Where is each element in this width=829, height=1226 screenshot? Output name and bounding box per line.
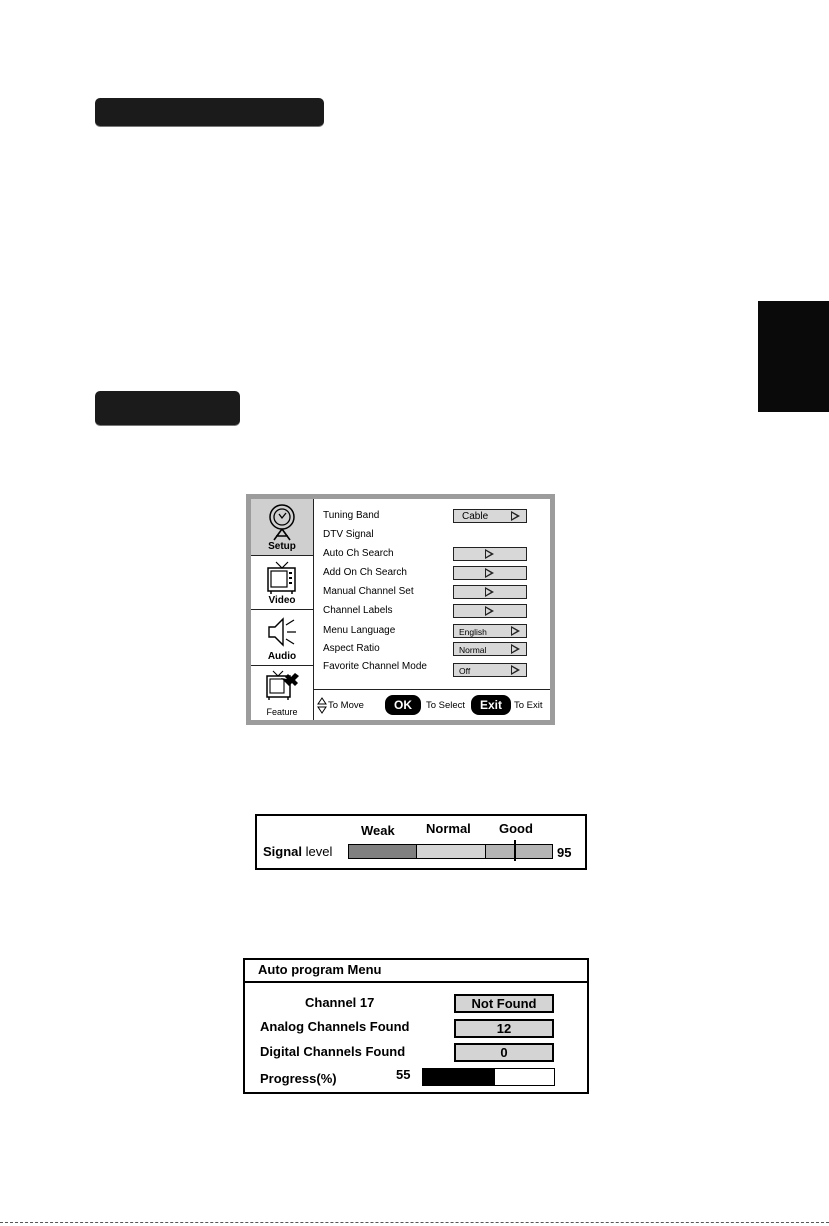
menu-item-label: Menu Language xyxy=(323,625,396,636)
tab-audio-label: Audio xyxy=(267,651,297,662)
menu-tab-column xyxy=(251,499,314,720)
signal-level-meter xyxy=(348,844,553,859)
arrow-right-icon xyxy=(485,568,494,578)
exit-key[interactable]: Exit xyxy=(471,695,511,715)
setup-menu-footer xyxy=(313,689,550,721)
channel-status-box: Not Found xyxy=(454,994,554,1013)
tab-feature[interactable] xyxy=(251,666,313,720)
menu-item-label: Add On Ch Search xyxy=(323,567,407,578)
arrow-right-icon xyxy=(485,606,494,616)
signal-mark-normal: Normal xyxy=(426,821,471,836)
auto-program-title-bar xyxy=(245,960,587,983)
auto-program-menu xyxy=(243,958,589,1094)
manual-channel-set-button[interactable] xyxy=(453,585,527,599)
ok-key[interactable]: OK xyxy=(385,695,421,715)
speaker-icon xyxy=(265,614,299,650)
tab-setup[interactable] xyxy=(251,499,313,556)
arrow-right-icon xyxy=(511,511,520,521)
favorite-channel-mode-selector[interactable] xyxy=(453,663,527,677)
menu-item-manual-channel-set[interactable] xyxy=(313,583,550,602)
favorite-channel-mode-value: Off xyxy=(459,666,471,676)
exit-hint: To Exit xyxy=(514,700,543,711)
signal-mark-good: Good xyxy=(499,821,533,836)
section-header-bar-1 xyxy=(95,98,324,126)
tv-icon xyxy=(265,560,299,596)
menu-language-selector[interactable] xyxy=(453,624,527,638)
menu-item-label: Tuning Band xyxy=(323,510,380,521)
menu-item-label: Aspect Ratio xyxy=(323,643,380,654)
digital-channels-label: Digital Channels Found xyxy=(260,1044,406,1059)
channel-label: Channel 17 xyxy=(305,995,375,1010)
signal-level-needle xyxy=(514,840,516,861)
arrow-right-icon xyxy=(511,644,520,654)
chapter-side-tab xyxy=(758,301,829,412)
arrow-right-icon xyxy=(485,549,494,559)
section-header-bar-2 xyxy=(95,391,240,425)
menu-item-tuning-band[interactable] xyxy=(313,507,550,526)
satellite-dish-icon xyxy=(265,503,299,541)
arrow-right-icon xyxy=(485,587,494,597)
progress-bar-fill xyxy=(423,1069,495,1085)
tab-video-label: Video xyxy=(268,595,296,606)
menu-item-favorite-channel-mode[interactable] xyxy=(313,658,550,677)
aspect-ratio-selector[interactable] xyxy=(453,642,527,656)
tuning-band-value: Cable xyxy=(462,511,489,522)
move-hint: To Move xyxy=(328,700,364,711)
analog-channels-label: Analog Channels Found xyxy=(260,1019,410,1034)
add-on-ch-search-button[interactable] xyxy=(453,566,527,580)
menu-item-label: Favorite Channel Mode xyxy=(323,661,427,672)
signal-label-bold: Signal xyxy=(263,844,303,859)
setup-menu-items xyxy=(313,499,550,689)
menu-item-label: Auto Ch Search xyxy=(323,548,394,559)
menu-item-aspect-ratio[interactable] xyxy=(313,640,550,659)
progress-bar xyxy=(422,1068,555,1086)
select-hint: To Select xyxy=(426,700,466,711)
menu-item-auto-ch-search[interactable] xyxy=(313,545,550,564)
menu-item-menu-language[interactable] xyxy=(313,622,550,641)
digital-channels-value: 0 xyxy=(454,1043,554,1062)
tuning-band-selector[interactable] xyxy=(453,509,527,523)
auto-ch-search-button[interactable] xyxy=(453,547,527,561)
signal-segment-normal xyxy=(417,845,486,858)
progress-label: Progress(%) xyxy=(260,1071,337,1086)
analog-channels-value: 12 xyxy=(454,1019,554,1038)
signal-level-label xyxy=(263,844,332,859)
tab-feature-label: Feature xyxy=(266,707,298,717)
channel-labels-button[interactable] xyxy=(453,604,527,618)
menu-language-value: English xyxy=(459,627,487,637)
signal-level-value: 95 xyxy=(557,845,572,860)
progress-value: 55 xyxy=(396,1067,411,1082)
up-down-arrows-icon xyxy=(317,697,327,714)
arrow-right-icon xyxy=(511,626,520,636)
signal-level-panel xyxy=(255,814,587,870)
menu-item-add-on-ch-search[interactable] xyxy=(313,564,550,583)
arrow-right-icon xyxy=(511,665,520,675)
tab-audio[interactable] xyxy=(251,610,313,666)
tab-video[interactable] xyxy=(251,556,313,610)
page-bottom-rule xyxy=(0,1222,829,1223)
menu-item-label: Channel Labels xyxy=(323,605,393,616)
signal-segment-good xyxy=(486,845,552,858)
aspect-ratio-value: Normal xyxy=(459,645,487,655)
signal-mark-weak: Weak xyxy=(361,823,395,838)
menu-item-dtv-signal[interactable] xyxy=(313,526,550,545)
signal-label-rest: level xyxy=(302,844,333,859)
setup-menu-body xyxy=(251,499,550,720)
tv-wrench-icon xyxy=(265,670,301,704)
menu-item-label: Manual Channel Set xyxy=(323,586,414,597)
setup-menu xyxy=(246,494,555,725)
signal-segment-weak xyxy=(349,845,417,858)
menu-item-label: DTV Signal xyxy=(323,529,374,540)
menu-item-channel-labels[interactable] xyxy=(313,602,550,621)
tab-setup-label: Setup xyxy=(268,541,296,552)
auto-program-title: Auto program Menu xyxy=(258,962,382,977)
